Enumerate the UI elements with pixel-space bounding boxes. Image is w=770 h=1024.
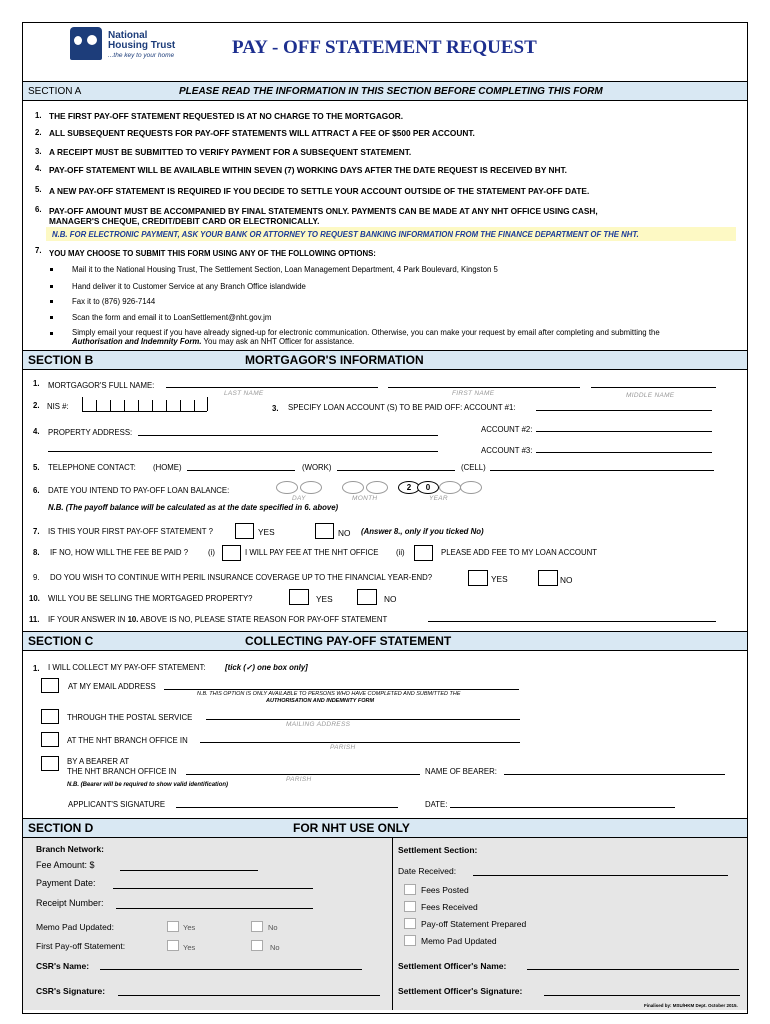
item-number: 1. xyxy=(35,111,42,120)
digit-divider xyxy=(180,400,181,411)
q6-number: 6. xyxy=(33,486,40,495)
day-hint: DAY xyxy=(292,495,306,502)
q2-number: 2. xyxy=(33,401,40,410)
selling-property-yes-checkbox[interactable] xyxy=(289,589,309,605)
email-option-note: N.B. THIS OPTION IS ONLY AVAILABLE TO PERSONS WHO HAVE COMPLETED AND SUBMITTED THE xyxy=(197,691,461,697)
section-a-heading: PLEASE READ THE INFORMATION IN THIS SECTION BEFORE COMPLETING THIS FORM xyxy=(179,86,603,97)
nis-number-field[interactable] xyxy=(82,397,207,412)
submission-option: Scan the form and email it to LoanSettlement@nht.gov.jm xyxy=(72,313,272,322)
first-payoff-yes-checkbox[interactable] xyxy=(235,523,254,539)
submission-option: Mail it to the National Housing Trust, The Settlement Section, Loan Management Department, 4 Park Boulevard, Kingston 5 xyxy=(72,265,498,274)
q11-number: 11. xyxy=(29,615,40,624)
collect-postal-label: THROUGH THE POSTAL SERVICE xyxy=(67,713,193,722)
collect-postal-checkbox[interactable] xyxy=(41,709,59,724)
digit-divider xyxy=(166,400,167,411)
option-ii-number: (ii) xyxy=(396,548,405,557)
section-a-header xyxy=(23,81,747,101)
fee-payment-question: IF NO, HOW WILL THE FEE BE PAID ? xyxy=(50,548,189,557)
settlement-officer-signature-field[interactable] xyxy=(544,995,740,996)
digit-divider xyxy=(194,400,195,411)
digit-divider xyxy=(110,400,111,411)
digit-divider xyxy=(138,400,139,411)
item-number: 3. xyxy=(35,147,42,156)
q3-number: 3. xyxy=(272,404,279,413)
c-q1-number: 1. xyxy=(33,664,40,673)
bullet-icon xyxy=(50,316,53,319)
fees-received-label: Fees Received xyxy=(421,902,478,912)
submission-option: Hand deliver it to Customer Service at any Branch Office islandwide xyxy=(72,282,306,291)
payment-date-label: Payment Date: xyxy=(36,878,96,888)
submission-option-5-line2 xyxy=(72,337,354,346)
work-phone-field[interactable] xyxy=(337,470,455,471)
payment-date-field[interactable] xyxy=(113,888,313,889)
csr-signature-label: CSR's Signature: xyxy=(36,986,106,996)
collect-branch-checkbox[interactable] xyxy=(41,732,59,747)
yes-label: YES xyxy=(491,574,508,584)
no-label: No xyxy=(270,943,280,952)
fees-posted-label: Fees Posted xyxy=(421,885,469,895)
section-b-heading: MORTGAGOR'S INFORMATION xyxy=(245,353,424,367)
q1-number: 1. xyxy=(33,379,40,388)
assistance-text: You may ask an NHT Officer for assistance. xyxy=(201,337,355,346)
logo-tagline: ...the key to your home xyxy=(108,52,175,59)
middle-name-field[interactable] xyxy=(591,387,716,388)
year-digit-3[interactable] xyxy=(439,481,461,494)
day-digit-1[interactable] xyxy=(276,481,298,494)
q4-number: 4. xyxy=(33,427,40,436)
peril-insurance-question: DO YOU WISH TO CONTINUE WITH PERIL INSURANCE COVERAGE UP TO THE FINANCIAL YEAR-END? xyxy=(50,573,433,582)
collect-branch-label: AT THE NHT BRANCH OFFICE IN xyxy=(67,736,188,745)
nis-label: NIS #: xyxy=(47,402,69,411)
account-1-field[interactable] xyxy=(536,410,712,411)
loan-account-label: SPECIFY LOAN ACCOUNT (S) TO BE PAID OFF: ACCOUNT #1: xyxy=(288,403,516,412)
year-digit-4[interactable] xyxy=(460,481,482,494)
submission-option-5-line1: Simply email your request if you have already signed-up for electronic communication. Otherwise, you can make your request by email after completing and submitting the xyxy=(72,328,660,337)
item-number: 7. xyxy=(35,246,42,255)
csr-name-label: CSR's Name: xyxy=(36,961,90,971)
q9-number: 9. xyxy=(33,573,40,582)
home-phone-field[interactable] xyxy=(187,470,295,471)
bearer-name-label: NAME OF BEARER: xyxy=(425,767,497,776)
option-i-number: (i) xyxy=(208,548,215,557)
section-d-header xyxy=(23,818,747,838)
section-c-heading: COLLECTING PAY-OFF STATEMENT xyxy=(245,634,452,648)
info-item: A RECEIPT MUST BE SUBMITTED TO VERIFY PAYMENT FOR A SUBSEQUENT STATEMENT. xyxy=(49,147,412,157)
first-payoff-no-checkbox[interactable] xyxy=(251,940,263,951)
item-number: 4. xyxy=(35,164,42,173)
date-received-field[interactable] xyxy=(473,875,728,876)
logo-name-line2: Housing Trust xyxy=(108,40,176,51)
info-item: A NEW PAY-OFF STATEMENT IS REQUIRED IF YOU DECIDE TO SETTLE YOUR ACCOUNT OUTSIDE OF THE STATEMENT PAY-OFF DATE. xyxy=(49,186,590,196)
last-name-hint: LAST NAME xyxy=(224,390,264,397)
month-digit-1[interactable] xyxy=(342,481,364,494)
receipt-number-label: Receipt Number: xyxy=(36,898,104,908)
no-label: NO xyxy=(560,575,573,585)
info-item-6-line2: MANAGER'S CHEQUE, CREDIT/DEBIT CARD OR ELECTRONICALLY. xyxy=(49,216,320,226)
payoff-calculation-note: N.B. (The payoff balance will be calculated as at the date specified in 6. above) xyxy=(48,503,339,512)
section-d-heading: FOR NHT USE ONLY xyxy=(293,821,410,835)
payoff-reason-label xyxy=(48,615,387,624)
first-payoff-no-checkbox[interactable] xyxy=(315,523,334,539)
memo-pad-yes-checkbox[interactable] xyxy=(167,921,179,932)
applicant-signature-field[interactable] xyxy=(176,807,398,808)
section-a-label: SECTION A xyxy=(28,86,82,97)
middle-name-hint: MIDDLE NAME xyxy=(626,392,675,399)
memo-updated-checkbox[interactable] xyxy=(404,935,416,946)
collect-bearer-checkbox[interactable] xyxy=(41,756,59,771)
full-name-label: MORTGAGOR'S FULL NAME: xyxy=(48,381,155,390)
csr-name-field[interactable] xyxy=(100,969,362,970)
application-date-label: DATE: xyxy=(425,800,448,809)
date-received-label: Date Received: xyxy=(398,866,457,876)
cell-phone-label: (CELL) xyxy=(461,463,486,472)
add-fee-to-loan-label: PLEASE ADD FEE TO MY LOAN ACCOUNT xyxy=(441,548,597,557)
page-title: PAY - OFF STATEMENT REQUEST xyxy=(232,37,537,58)
section-b-label: SECTION B xyxy=(28,353,94,367)
mailing-address-hint: MAILING ADDRESS xyxy=(286,721,351,728)
info-item: ALL SUBSEQUENT REQUESTS FOR PAY-OFF STATEMENTS WILL ATTRACT A FEE OF $500 PER ACCOUNT. xyxy=(49,128,475,138)
add-fee-to-loan-checkbox[interactable] xyxy=(414,545,433,561)
peril-insurance-no-checkbox[interactable] xyxy=(538,570,558,586)
item-number: 6. xyxy=(35,205,42,214)
nht-house-logo-icon xyxy=(70,27,102,60)
reason-label-end: ABOVE IS NO, PLEASE STATE REASON FOR PAY-OFF STATEMENT xyxy=(138,615,388,624)
month-hint: MONTH xyxy=(352,495,378,502)
section-d-label: SECTION D xyxy=(28,821,94,835)
first-payoff-statement-label: First Pay-off Statement: xyxy=(36,941,126,951)
selling-property-no-checkbox[interactable] xyxy=(357,589,377,605)
q7-number: 7. xyxy=(33,527,40,536)
receipt-number-field[interactable] xyxy=(116,908,313,909)
yes-label: Yes xyxy=(183,923,196,932)
payoff-prepared-label: Pay-off Statement Prepared xyxy=(421,919,527,929)
settlement-officer-name-label: Settlement Officer's Name: xyxy=(398,961,507,971)
collect-bearer-label-line1: BY A BEARER AT xyxy=(67,757,130,766)
section-b-header xyxy=(23,350,747,370)
csr-signature-field[interactable] xyxy=(118,995,380,996)
bullet-icon xyxy=(50,285,53,288)
digit-divider xyxy=(124,400,125,411)
settlement-officer-signature-label: Settlement Officer's Signature: xyxy=(398,986,523,996)
memo-pad-no-checkbox[interactable] xyxy=(251,921,263,932)
last-name-field[interactable] xyxy=(166,387,378,388)
selling-property-question: WILL YOU BE SELLING THE MORTGAGED PROPERTY? xyxy=(48,594,253,603)
info-item: THE FIRST PAY-OFF STATEMENT REQUESTED IS AT NO CHARGE TO THE MORTGAGOR. xyxy=(49,111,404,121)
account-3-field[interactable] xyxy=(536,452,712,453)
fees-posted-checkbox[interactable] xyxy=(404,884,416,895)
application-date-field[interactable] xyxy=(450,807,675,808)
memo-pad-updated-label: Memo Pad Updated: xyxy=(36,922,114,932)
q8-number: 8. xyxy=(33,548,40,557)
panel-divider xyxy=(392,838,393,1010)
applicant-signature-label: APPLICANT'S SIGNATURE xyxy=(68,800,166,809)
fee-amount-field[interactable] xyxy=(120,870,258,871)
answer-8-note: (Answer 8., only if you ticked No) xyxy=(361,527,484,536)
electronic-payment-note: N.B. FOR ELECTRONIC PAYMENT, ASK YOUR BANK OR ATTORNEY TO REQUEST BANKING INFORMATION FROM THE FINANCE DEPARTMENT OF THE NHT. xyxy=(52,230,639,239)
telephone-label: TELEPHONE CONTACT: xyxy=(48,463,136,472)
bullet-icon xyxy=(50,268,53,271)
settlement-section-label: Settlement Section: xyxy=(398,845,478,855)
info-item-7: YOU MAY CHOOSE TO SUBMIT THIS FORM USING ANY OF THE FOLLOWING OPTIONS: xyxy=(49,249,376,258)
yes-label: Yes xyxy=(183,943,196,952)
submission-option: Fax it to (876) 926-7144 xyxy=(72,297,156,306)
mailing-address-field[interactable] xyxy=(206,719,520,720)
bearer-name-field[interactable] xyxy=(504,774,725,775)
yes-label: YES xyxy=(258,527,275,537)
pay-fee-at-office-label: I WILL PAY FEE AT THE NHT OFFICE xyxy=(245,548,379,557)
day-digit-2[interactable] xyxy=(300,481,322,494)
bullet-icon xyxy=(50,300,53,303)
no-label: NO xyxy=(338,528,351,538)
bearer-parish-field[interactable] xyxy=(186,774,420,775)
section-c-label: SECTION C xyxy=(28,634,94,648)
bullet-icon xyxy=(50,332,53,335)
first-payoff-yes-checkbox[interactable] xyxy=(167,940,179,951)
memo-updated-label: Memo Pad Updated xyxy=(421,936,497,946)
home-phone-label: (HOME) xyxy=(153,463,182,472)
q10-number: 10. xyxy=(29,594,40,603)
fee-amount-label: Fee Amount: $ xyxy=(36,860,95,870)
section-c-header xyxy=(23,631,747,651)
first-payoff-question: IS THIS YOUR FIRST PAY-OFF STATEMENT ? xyxy=(48,527,213,536)
payoff-prepared-checkbox[interactable] xyxy=(404,918,416,929)
bearer-id-note: N.B. (Bearer will be required to show valid identification) xyxy=(67,782,229,788)
logo-name-line1: National xyxy=(108,30,148,41)
collect-email-label: AT MY EMAIL ADDRESS xyxy=(68,682,156,691)
settlement-officer-name-field[interactable] xyxy=(527,969,739,970)
bearer-parish-hint: PARISH xyxy=(286,776,312,783)
peril-insurance-yes-checkbox[interactable] xyxy=(468,570,488,586)
collect-email-checkbox[interactable] xyxy=(41,678,59,693)
first-name-hint: FIRST NAME xyxy=(452,390,495,397)
item-number: 2. xyxy=(35,128,42,137)
property-address-field[interactable] xyxy=(138,435,438,436)
year-digit-1: 2 xyxy=(398,481,420,494)
email-address-field[interactable] xyxy=(164,689,519,690)
digit-divider xyxy=(207,397,208,411)
q5-number: 5. xyxy=(33,463,40,472)
year-digit-2: 0 xyxy=(417,481,439,494)
pay-fee-at-office-checkbox[interactable] xyxy=(222,545,241,561)
digit-divider xyxy=(152,400,153,411)
reason-label-ref: 10. xyxy=(127,615,139,624)
fees-received-checkbox[interactable] xyxy=(404,901,416,912)
item-number: 5. xyxy=(35,185,42,194)
collect-bearer-label-line2: THE NHT BRANCH OFFICE IN xyxy=(67,767,177,776)
indemnity-form-name: Authorisation and Indemnity Form. xyxy=(72,337,202,346)
footer-finalised-note: Finalised by: MSU/HKM Dept. October 2015. xyxy=(644,1003,738,1008)
no-label: No xyxy=(268,923,278,932)
parish-hint: PARISH xyxy=(330,744,356,751)
branch-parish-field[interactable] xyxy=(200,742,520,743)
year-hint: YEAR xyxy=(429,495,448,502)
work-phone-label: (WORK) xyxy=(302,463,332,472)
first-name-field[interactable] xyxy=(388,387,580,388)
tick-one-box-hint: [tick (✓) one box only] xyxy=(225,663,308,672)
no-label: NO xyxy=(384,594,397,604)
payoff-date-label: DATE YOU INTEND TO PAY-OFF LOAN BALANCE: xyxy=(48,486,230,495)
info-item: PAY-OFF STATEMENT WILL BE AVAILABLE WITHIN SEVEN (7) WORKING DAYS AFTER THE DATE REQUEST IS RECEIVED BY NHT. xyxy=(49,165,567,175)
account-2-field[interactable] xyxy=(536,431,712,432)
month-digit-2[interactable] xyxy=(366,481,388,494)
collect-statement-label: I WILL COLLECT MY PAY-OFF STATEMENT: xyxy=(48,663,206,672)
property-address-field-line2[interactable] xyxy=(48,451,438,452)
cell-phone-field[interactable] xyxy=(490,470,714,471)
account-3-label: ACCOUNT #3: xyxy=(481,446,533,455)
branch-network-label: Branch Network: xyxy=(36,844,105,854)
account-2-label: ACCOUNT #2: xyxy=(481,425,533,434)
reason-label-start: IF YOUR ANSWER IN xyxy=(48,615,128,624)
payoff-reason-field[interactable] xyxy=(428,621,716,622)
digit-divider xyxy=(96,400,97,411)
nht-use-only-panel xyxy=(23,838,747,1010)
info-item-6-line1: PAY-OFF AMOUNT MUST BE ACCOMPANIED BY FINAL STATEMENTS ONLY. PAYMENTS CAN BE MADE AT ANY NHT OFFICE USING CASH, xyxy=(49,206,598,216)
property-address-label: PROPERTY ADDRESS: xyxy=(48,428,133,437)
yes-label: YES xyxy=(316,594,333,604)
indemnity-form-note: AUTHORISATION AND INDEMNITY FORM xyxy=(266,698,375,704)
